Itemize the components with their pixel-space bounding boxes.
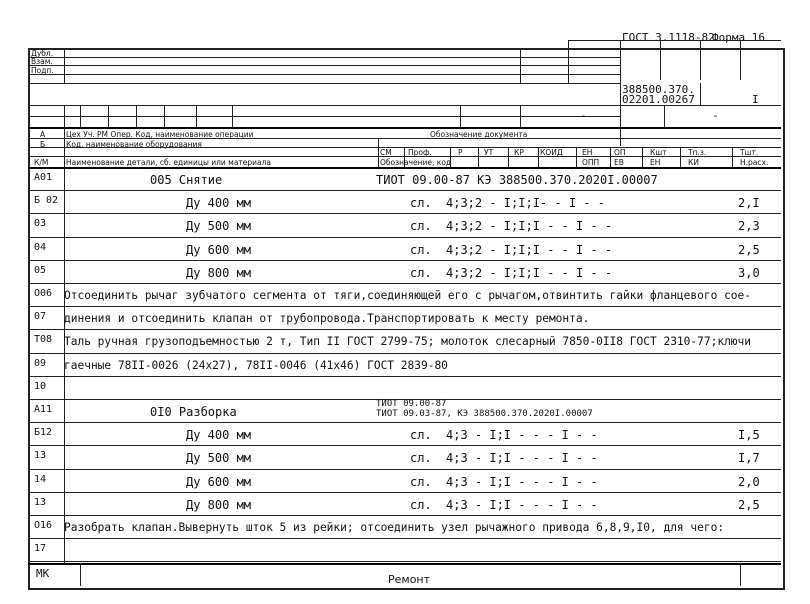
form-label: Форма 16 (712, 31, 765, 44)
row-number: 09 (34, 357, 47, 369)
item-codes: 4;3 - I;I - - - I - - (446, 474, 598, 489)
item-time: 2,5 (738, 242, 760, 257)
col-b-op: ОП (614, 148, 626, 157)
row-divider (28, 190, 781, 191)
item-sm: сл. (410, 196, 432, 211)
row-divider (28, 260, 781, 261)
row-number: Б12 (34, 427, 53, 439)
column-divider (64, 167, 65, 563)
item-sm: сл. (410, 242, 432, 257)
doc-code-line2: 02201.00267 (622, 93, 695, 106)
label-vzam: Взам. (31, 57, 53, 66)
dash-right: - (712, 109, 719, 122)
item-codes: 4;3;2 - I;I;I - - I - - (446, 265, 613, 280)
col-km-ev: ЕВ (614, 158, 624, 167)
dash-left: - (580, 109, 587, 122)
row-number: 04 (34, 241, 47, 253)
row-number: 07 (34, 311, 47, 323)
col-header-a-doc: Обозначение документа (430, 130, 528, 139)
item-name: Ду 500 мм (186, 219, 252, 234)
row-divider (28, 237, 781, 238)
row-number: Т08 (34, 334, 53, 346)
sheet-number: I (752, 93, 759, 106)
label-podp: Подп. (31, 66, 54, 75)
item-time: 2,I (738, 196, 760, 211)
instruction-text: Разобрать клапан.Вывернуть шток 5 из рейки; отсоединить узел рычажного привода 6,8,9,I0, для чего: (64, 521, 725, 534)
item-name: Ду 400 мм (186, 196, 252, 211)
item-codes: 4;3 - I;I - - - I - - (446, 497, 598, 512)
col-km-code: Обозначение, код (380, 158, 452, 167)
item-codes: 4;3 - I;I - - - I - - (446, 428, 598, 443)
row-divider (28, 353, 781, 354)
operation-doc: ТИОТ 09.00-87 КЭ 388500.370.2020I.00007 (376, 173, 658, 187)
row-number: 17 (34, 543, 47, 555)
row-divider (28, 515, 781, 516)
row-divider (28, 283, 781, 284)
col-b-ut: УТ (484, 148, 494, 157)
operation-doc-2: ТИОТ 09.03-87, КЭ 388500.370.2020I.00007 (376, 409, 593, 419)
item-time: I,5 (738, 428, 760, 443)
instruction-text: Отсоединить рычаг зубчатого сегмента от тяги,соединяющей его с рычагом,отвинтить гайки фланцевого сое- (64, 289, 752, 302)
item-codes: 4;3;2 - I;I;I - - I - - (446, 219, 613, 234)
item-codes: 4;3 - I;I - - - I - - (446, 451, 598, 466)
row-divider (28, 538, 781, 539)
col-b-koid: КОИД (540, 148, 563, 157)
item-codes: 4;3;2 - I;I;I - - I - - (446, 242, 613, 257)
col-b-en: ЕН (582, 148, 593, 157)
row-divider (28, 422, 781, 423)
col-header-km: Наименование детали, сб. единицы или материала (66, 158, 272, 167)
footer-title: Ремонт (388, 573, 431, 586)
col-km-ki: КИ (688, 158, 699, 167)
col-header-km-prefix: К/М (34, 158, 49, 167)
operation-doc: ТИОТ 09.00-87 (376, 399, 447, 409)
item-name: Ду 600 мм (186, 242, 252, 257)
col-km-opp: ОПП (582, 158, 600, 167)
row-divider (28, 445, 781, 446)
row-divider (28, 213, 781, 214)
instruction-text: динения и отсоединить клапан от трубопровода.Транспортировать к месту ремонта. (64, 312, 590, 326)
item-time: 2,0 (738, 474, 760, 489)
item-sm: сл. (410, 428, 432, 443)
row-divider (28, 306, 781, 307)
row-number: О06 (34, 288, 53, 299)
row-number: 03 (34, 218, 47, 230)
row-number: Б 02 (34, 195, 59, 207)
instruction-text: гаечные 78II-0026 (24х27), 78II-0046 (41х46) ГОСТ 2839-80 (64, 358, 448, 372)
col-km-nrash: Н.расх. (740, 158, 769, 167)
row-number: 13 (34, 496, 47, 508)
item-name: Ду 800 мм (186, 497, 252, 512)
footer-code: МК (36, 567, 50, 580)
standard-label: ГОСТ 3.1118-82 (622, 31, 715, 44)
item-time: I,7 (738, 451, 760, 466)
row-divider (28, 376, 781, 377)
item-sm: сл. (410, 474, 432, 489)
item-codes: 4;3;2 - I;I;I- - I - - (446, 196, 605, 211)
label-dubl: Дубл. (31, 49, 54, 58)
row-divider (28, 469, 781, 470)
col-km-en: ЕН (650, 158, 661, 167)
instruction-text: Таль ручная грузоподъемностью 2 т, Тип II ГОСТ 2799-75; молоток слесарный 7850-0II8 ГОСТ 2310-77;ключи (64, 335, 752, 349)
row-number: О16 (34, 520, 53, 531)
col-b-tsht: Тшт. (740, 148, 759, 157)
col-b-kr: КР (514, 148, 524, 157)
item-name: Ду 500 мм (186, 451, 252, 466)
row-number: 13 (34, 450, 47, 462)
col-b-prof: Проф. (408, 148, 432, 157)
row-divider (28, 492, 781, 493)
item-time: 2,5 (738, 497, 760, 512)
item-name: Ду 600 мм (186, 474, 252, 489)
col-header-b: Код, наименование оборудования (66, 140, 202, 149)
row-number: А11 (34, 404, 53, 415)
row-number: 14 (34, 473, 47, 485)
col-b-sm: СМ (380, 148, 392, 157)
row-number: 05 (34, 264, 47, 276)
item-sm: сл. (410, 497, 432, 512)
item-time: 2,3 (738, 219, 760, 234)
item-sm: сл. (410, 451, 432, 466)
doc-code-line1: 388500.370. (622, 83, 695, 96)
row-number: 10 (34, 380, 47, 392)
item-sm: сл. (410, 219, 432, 234)
col-header-a-prefix: А (40, 130, 46, 139)
operation-name: 005 Снятие (150, 173, 223, 187)
col-b-ksht: Кшт (650, 148, 667, 157)
item-time: 3,0 (738, 265, 760, 280)
col-b-r: Р (458, 148, 463, 157)
item-name: Ду 400 мм (186, 428, 252, 443)
col-b-tpz: Тп.з. (688, 148, 707, 157)
operation-name: 0I0 Разборка (150, 405, 237, 419)
row-number: А01 (34, 172, 53, 183)
item-name: Ду 800 мм (186, 265, 252, 280)
item-sm: сл. (410, 265, 432, 280)
col-header-b-prefix: Б (40, 140, 46, 149)
row-divider (28, 329, 781, 330)
col-header-a: Цех Уч. РМ Опер. Код, наименование операции (66, 130, 254, 139)
